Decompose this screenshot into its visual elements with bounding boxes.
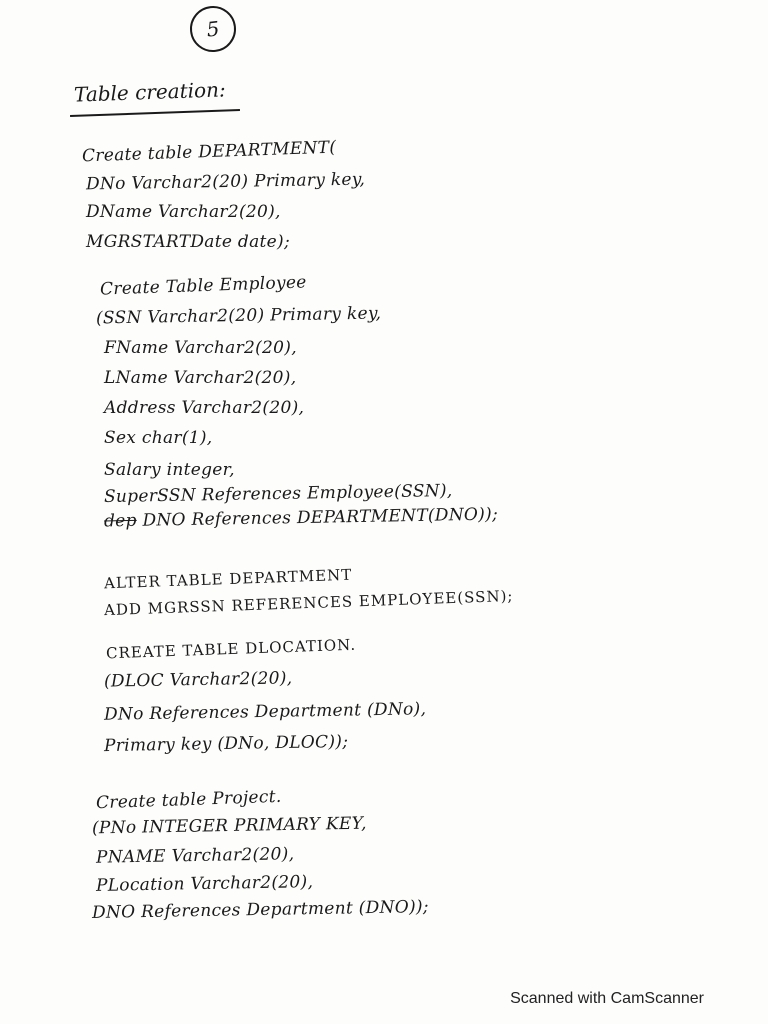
text-line: Primary key (DNo, DLOC)); [103, 731, 349, 757]
text-line: Create table Project. [95, 786, 282, 814]
text-line: Create table DEPARTMENT( [81, 137, 337, 167]
page-number: 5 [205, 16, 221, 42]
text-line [104, 505, 498, 532]
text-line: CREATE TABLE DLOCATION. [105, 635, 357, 663]
text-line: FName Varchar2(20), [104, 338, 297, 358]
text-line: Address Varchar2(20), [104, 398, 305, 418]
text-line: DNo References Department (DNo), [103, 699, 427, 725]
struck-word: dep [103, 510, 137, 532]
text-line: PNAME Varchar2(20), [95, 844, 295, 868]
text-line: Sex char(1), [104, 428, 213, 448]
text-line: DNO References Department (DNO)); [91, 897, 430, 923]
text-line-content: DNO References DEPARTMENT(DNO)); [142, 504, 499, 531]
text-line: Create Table Employee [99, 272, 307, 300]
text-line: DNo Varchar2(20) Primary key, [85, 169, 366, 195]
text-line: LName Varchar2(20), [104, 368, 297, 388]
heading-underline [70, 109, 240, 117]
section-heading: Table creation: [73, 77, 227, 107]
page-number-circle [188, 4, 239, 55]
text-line: Salary integer, [104, 460, 235, 480]
text-line: SuperSSN References Employee(SSN), [103, 480, 453, 508]
text-line: (PNo INTEGER PRIMARY KEY, [91, 813, 367, 839]
text-line: MGRSTARTDate date); [86, 232, 290, 252]
scanner-watermark: Scanned with CamScanner [510, 990, 704, 1007]
text-line: ALTER TABLE DEPARTMENT [103, 565, 353, 593]
text-line: ADD MGRSSN REFERENCES EMPLOYEE(SSN); [103, 586, 514, 620]
text-line: PLocation Varchar2(20), [95, 872, 314, 896]
text-line: (SSN Varchar2(20) Primary key, [95, 303, 382, 329]
text-line: DName Varchar2(20), [86, 202, 281, 222]
text-line: (DLOC Varchar2(20), [103, 668, 293, 692]
